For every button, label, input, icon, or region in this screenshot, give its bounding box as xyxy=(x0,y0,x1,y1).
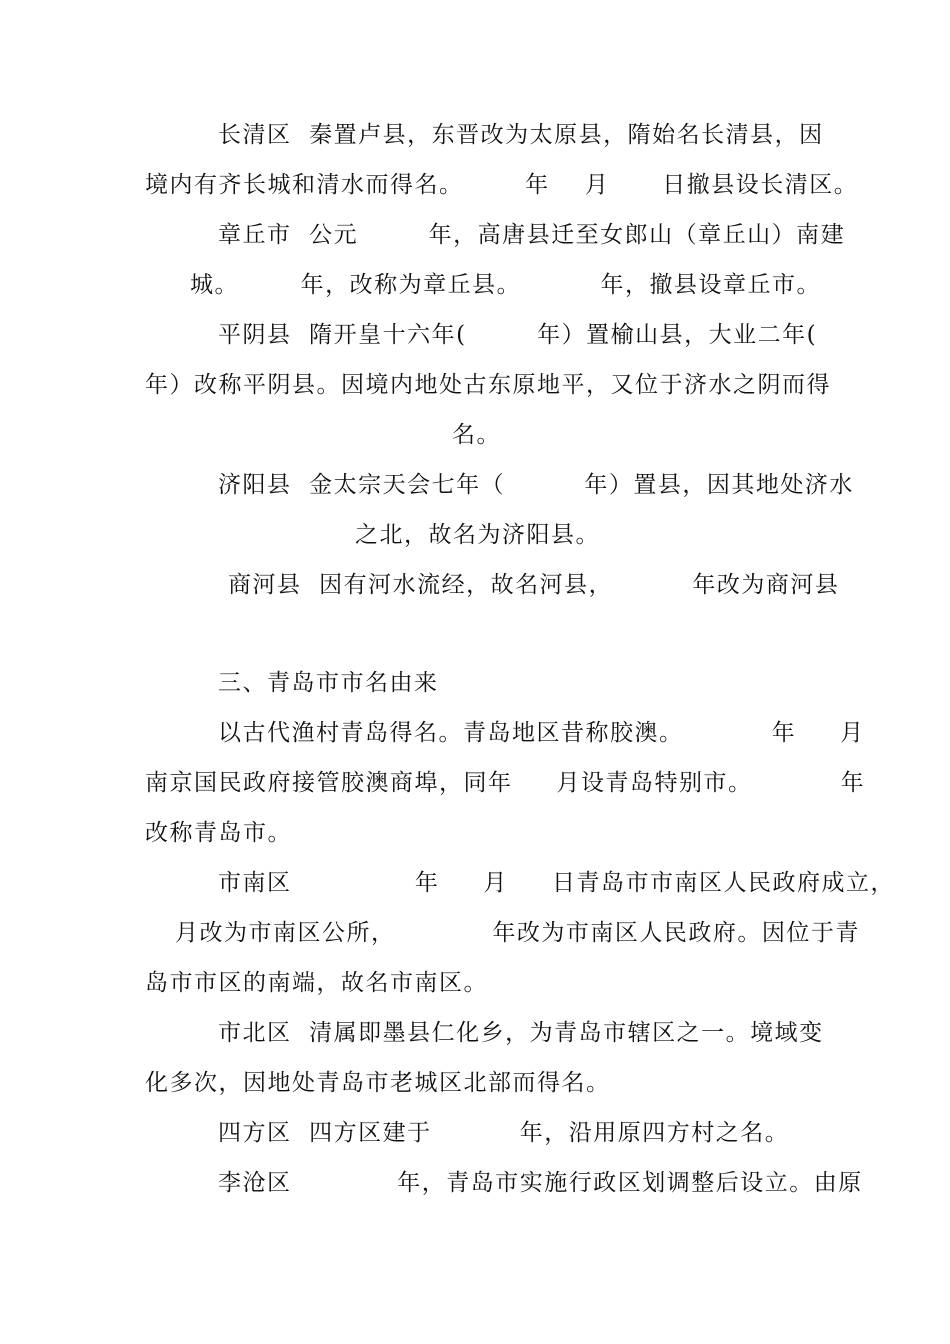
text-line-13: 改称青岛市。 xyxy=(145,820,292,846)
text-line-19: 四方区 四方区建于 年，沿用原四方村之名。 xyxy=(218,1120,790,1146)
text-line-9: 之北，故名为济阳县。 xyxy=(355,522,600,548)
text-line-10: 商河县 因有河水流经，故名河县， 年改为商河县 xyxy=(228,572,840,598)
text-line-16: 岛市市区的南端，故名市南区。 xyxy=(145,970,488,996)
text-line-11: 以古代渔村青岛得名。青岛地区昔称胶澳。 年 月 xyxy=(218,720,865,746)
text-line-8: 济阳县 金太宗天会七年（ 年）置县，因其地处济水 xyxy=(218,472,854,498)
text-line-18: 化多次，因地处青岛市老城区北部而得名。 xyxy=(145,1070,611,1096)
text-line-5: 平阴县 隋开皇十六年( 年）置榆山县，大业二年( xyxy=(218,322,818,348)
text-line-14: 市南区 年 月 日青岛市市南区人民政府成立， xyxy=(218,870,895,896)
text-line-17: 市北区 清属即墨县仁化乡，为青岛市辖区之一。境域变 xyxy=(218,1020,824,1046)
text-line-6: 年）改称平阴县。因境内地处古东原地平，又位于济水之阴而得 xyxy=(145,372,831,398)
text-line-4: 城。 年，改称为章丘县。 年，撤县设章丘市。 xyxy=(190,272,821,298)
text-line-7: 名。 xyxy=(452,422,501,448)
text-line-2: 境内有齐长城和清水而得名。 年 月 日撤县设长清区。 xyxy=(145,172,859,198)
text-line-3: 章丘市 公元 年，高唐县迁至女郎山（章丘山）南建 xyxy=(218,222,846,248)
text-line-12: 南京国民政府接管胶澳商埠，同年 月设青岛特别市。 年 xyxy=(145,770,866,796)
section-heading: 三、青岛市市名由来 xyxy=(218,670,439,696)
text-line-1: 长清区 秦置卢县，东晋改为太原县，隋始名长清县，因 xyxy=(218,122,824,148)
text-line-20: 李沧区 年，青岛市实施行政区划调整后设立。由原 xyxy=(218,1170,863,1196)
text-line-15: 月改为市南区公所， 年改为市南区人民政府。因位于青 xyxy=(175,920,860,946)
